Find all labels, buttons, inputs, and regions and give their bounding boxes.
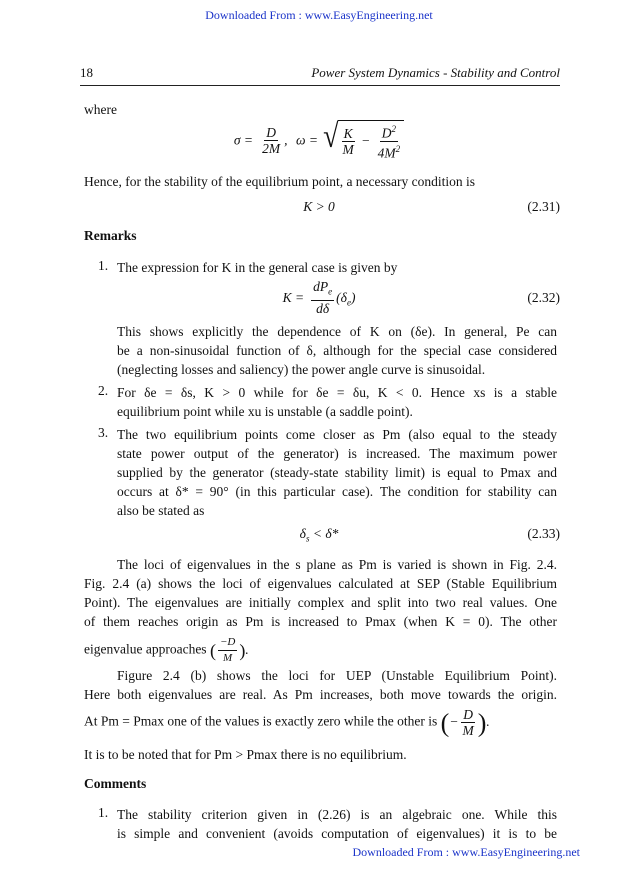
download-banner-bottom[interactable]: Downloaded From : www.EasyEngineering.net: [352, 845, 580, 859]
equation-number-2-32: (2.32): [527, 290, 560, 305]
paragraph-2-line-3-text: At Pm = Pmax one of the values is exactly zero while the other is: [84, 713, 438, 729]
remark-3-line-1: The two equilibrium points come closer as Pm (also equal to the steady: [117, 427, 557, 442]
remark-2-number: 2.: [98, 383, 109, 398]
equation-number-2-33: (2.33): [527, 526, 560, 541]
remark-1-intro: The expression for K in the general case is given by: [117, 260, 398, 275]
equation-2-32: K = $\frac{dP_e}{d\delta}$ $(\delta_e)$: [282, 279, 356, 316]
paragraph-1-line-5: [84, 635, 249, 666]
paragraph-2-line-3: [84, 707, 490, 738]
hence-text: Hence, for the stability of the equilibrium point, a necessary condition is: [84, 174, 476, 189]
remark-1-line-2: be a non-sinusoidal function of δ, although for the special case considered: [117, 343, 557, 358]
running-title: Power System Dynamics - Stability and Control: [311, 65, 560, 80]
remark-1-line-1: This shows explicitly the dependence of K on (δe). In general, Pe can: [117, 324, 557, 339]
page-number: 18: [80, 65, 93, 80]
paragraph-1-line-3: Point). The eigenvalues are initially complex and split into two real values. One: [84, 595, 557, 610]
comments-heading: Comments: [84, 776, 147, 791]
running-header: [80, 65, 560, 86]
paragraph-3: It is to be noted that for Pm > Pmax there is no equilibrium.: [84, 747, 407, 762]
paragraph-1-line-4: of them reaches origin as Pm is increased to Pmax (when K = 0). The other: [84, 614, 557, 629]
paragraph-2-line-2: Here both eigenvalues are real. As Pm increases, both move towards the origin.: [84, 687, 557, 702]
comment-1-line-1: The stability criterion given in (2.26) is an algebraic one. While this: [117, 807, 557, 822]
remark-3-line-2: state power output of the generator) is increased. The maximum power: [117, 446, 557, 461]
paragraph-1-line-2: Fig. 2.4 (a) shows the loci of eigenvalues calculated at SEP (Stable Equilibrium: [84, 576, 557, 591]
paragraph-1-line-5-text: eigenvalue approaches: [84, 641, 207, 657]
inline-fraction-minus-d-over-m: ( $\frac{-D}{M}$ ).: [209, 636, 249, 664]
paragraph-2-line-1: Figure 2.4 (b) shows the loci for UEP (Unstable Equilibrium Point).: [117, 668, 557, 683]
download-banner-top[interactable]: Downloaded From : www.EasyEngineering.net: [205, 8, 433, 22]
remark-3-line-3: supplied by the generator (steady-state stability limit) is equal to Pmax and: [117, 465, 557, 480]
remark-1-line-3: (neglecting losses and saliency) the power angle curve is sinusoidal.: [117, 362, 486, 377]
comment-1-line-2: is simple and convenient (avoids computation of eigenvalues) it is to be: [117, 826, 557, 841]
remark-3-line-4: occurs at δ* = 90° (in this particular case). The condition for stability can: [117, 484, 557, 499]
where-text: where: [84, 102, 117, 117]
comment-1-number: 1.: [98, 805, 109, 820]
equation-2-33: $\delta_s < \delta*$: [299, 526, 339, 544]
remark-2-line-1: For δe = δs, K > 0 while for δe = δu, K < 0. Hence xs is a stable: [117, 385, 557, 400]
remark-1-number: 1.: [98, 258, 109, 273]
equation-sigma-omega: σ = $\frac{D}{2M}$ , ω = √ $\frac{K}{M}$ − $\frac{D^2}{4M^2}$: [0, 120, 638, 160]
remark-3-number: 3.: [98, 425, 109, 440]
remark-3-line-5: also be stated as: [117, 503, 205, 518]
equation-2-31: K > 0: [303, 199, 335, 214]
fraction-minus-d-over-m: (− $\frac{D}{M}$ ).: [440, 707, 490, 738]
equation-number-2-31: (2.31): [527, 199, 560, 214]
remarks-heading: Remarks: [84, 228, 137, 243]
remark-2-line-2: equilibrium point while xu is unstable (a saddle point).: [117, 404, 413, 419]
paragraph-1-line-1: The loci of eigenvalues in the s plane as Pm is varied is shown in Fig. 2.4.: [117, 557, 557, 572]
